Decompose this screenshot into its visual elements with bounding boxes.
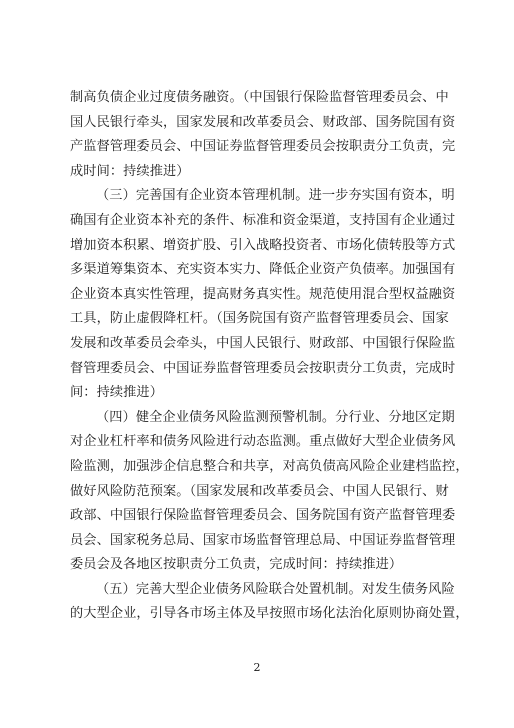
document-body	[70, 86, 469, 627]
section-heading-line: （三）完善国有企业资本管理机制。进一步夯实国有资本，明	[96, 188, 455, 204]
text-line: 发展和改革委员会牵头，中国人民银行、财政部、中国银行保险监	[70, 335, 456, 351]
text-line: 成时间：持续推进）	[70, 163, 190, 179]
text-line: 产监督管理委员会、中国证券监督管理委员会按职责分工负责，完	[70, 139, 456, 155]
text-line: 险监测，加强涉企信息整合和共享，对高负债高风险企业建档监控，	[70, 458, 469, 474]
section-heading-line: （五）完善大型企业债务风险联合处置机制。对发生债务风险	[96, 581, 455, 597]
text-line: 的大型企业，引导各市场主体及早按照市场化法治化原则协商处置，	[70, 606, 469, 622]
text-line: 委员会及各地区按职责分工负责，完成时间：持续推进）	[70, 557, 403, 573]
page-number: 2	[253, 661, 261, 674]
text-line: 做好风险防范预案。（国家发展和改革委员会、中国人民银行、财	[70, 483, 449, 499]
text-line: 工具，防止虚假降杠杆。（国务院国有资产监督管理委员会、国家	[70, 311, 449, 327]
text-line: 多渠道筹集资本、充实资本实力、降低企业资产负债率。加强国有	[70, 262, 456, 278]
text-line: 间：持续推进）	[70, 385, 164, 401]
text-line: 政部、中国银行保险监督管理委员会、国务院国有资产监督管理委	[70, 508, 456, 524]
text-line: 确国有企业资本补充的条件、标准和资金渠道，支持国有企业通过	[70, 212, 456, 228]
text-line: 国人民银行牵头，国家发展和改革委员会、财政部、国务院国有资	[70, 114, 456, 130]
text-line: 制高负债企业过度债务融资。（中国银行保险监督管理委员会、中	[70, 90, 449, 105]
text-line: 增加资本积累、增资扩股、引入战略投资者、市场化债转股等方式	[70, 237, 456, 253]
text-line: 企业资本真实性管理，提高财务真实性。规范使用混合型权益融资	[70, 286, 456, 302]
text-line: 员会、国家税务总局、国家市场监督管理总局、中国证券监督管理	[70, 532, 456, 548]
text-line: 对企业杠杆率和债务风险进行动态监测。重点做好大型企业债务风	[70, 434, 456, 450]
section-heading-line: （四）健全企业债务风险监测预警机制。分行业、分地区定期	[96, 409, 455, 425]
text-line: 督管理委员会、中国证券监督管理委员会按职责分工负责，完成时	[70, 360, 456, 376]
